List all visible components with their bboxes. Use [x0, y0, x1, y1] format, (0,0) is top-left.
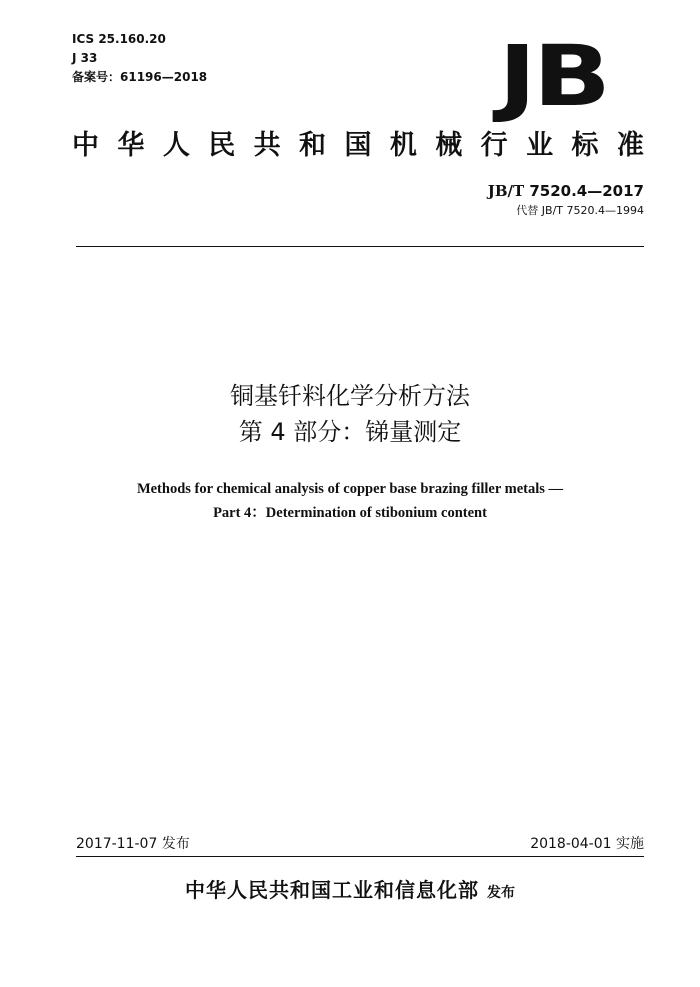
ics-code: ICS 25.160.20 — [72, 32, 166, 46]
issuer-name: 中华人民共和国工业和信息化部 — [185, 878, 479, 902]
top-divider — [76, 246, 644, 247]
standard-prefix: JB/T — [487, 182, 525, 200]
industry-title-char: 械 — [435, 130, 463, 161]
issuer — [0, 876, 700, 907]
classification-code: J 33 — [72, 51, 98, 65]
industry-title-char: 华 — [117, 130, 145, 161]
jb-logo: JB — [498, 27, 607, 125]
industry-title-char: 人 — [162, 130, 190, 161]
bottom-divider — [76, 856, 644, 857]
title-cn-line1: 铜基钎料化学分析方法 — [230, 382, 470, 410]
issuer-action: 发布 — [487, 885, 515, 901]
replaces-note: 代替 JB/T 7520.4—1994 — [516, 204, 644, 217]
standard-number-value: 7520.4—2017 — [524, 182, 644, 200]
industry-title-char: 和 — [299, 130, 327, 161]
title-en-line2: Part 4：Determination of stibonium content — [213, 505, 487, 521]
document-title — [0, 378, 700, 525]
industry-title-char: 国 — [344, 130, 372, 161]
industry-title-char: 准 — [616, 130, 644, 161]
filing-number: 备案号：61196—2018 — [72, 70, 208, 84]
document-metadata — [72, 30, 207, 87]
industry-title-char: 民 — [208, 130, 236, 161]
title-en-line1: Methods for chemical analysis of copper base brazing filler metals — — [136, 481, 564, 497]
dates-row — [76, 834, 644, 854]
industry-title-char: 业 — [526, 130, 554, 161]
industry-title-char: 标 — [571, 130, 599, 161]
industry-title-char: 行 — [480, 130, 508, 161]
standard-number-block — [488, 180, 644, 220]
industry-standard-title — [72, 130, 644, 162]
title-cn-line2: 第 4 部分：锑量测定 — [238, 418, 462, 446]
issue-date: 2017-11-07 发布 — [76, 836, 190, 852]
industry-title-char: 机 — [389, 130, 417, 161]
industry-title-char: 共 — [253, 130, 281, 161]
effective-date: 2018-04-01 实施 — [530, 836, 644, 852]
industry-title-char: 中 — [72, 130, 99, 161]
standard-number — [488, 180, 644, 202]
